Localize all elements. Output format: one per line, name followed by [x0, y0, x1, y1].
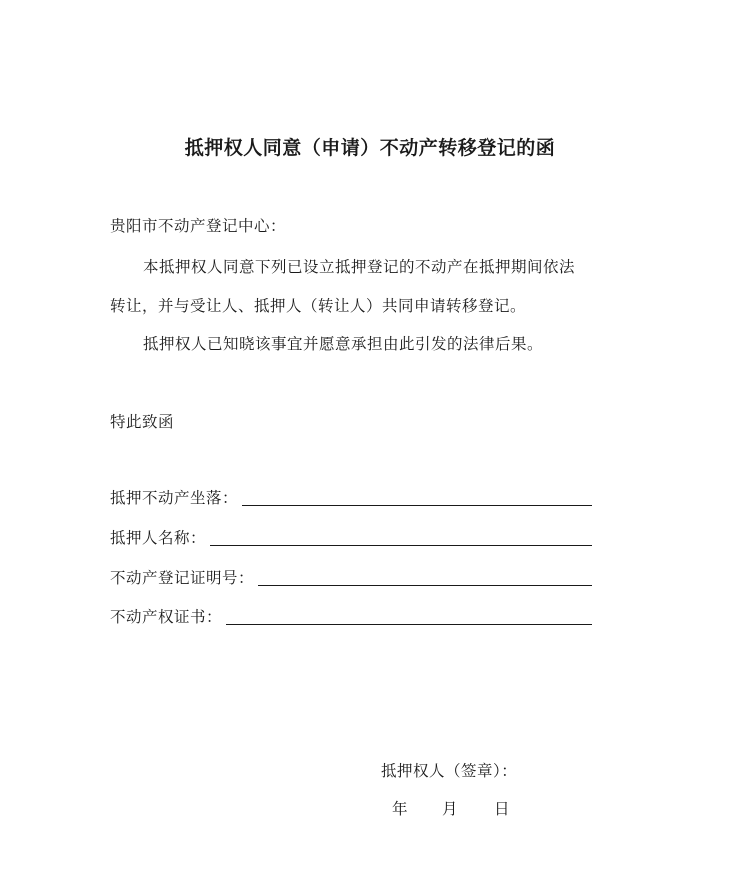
property-location-blank[interactable] — [242, 490, 592, 506]
signature-label: 抵押权人（签章）： — [381, 762, 518, 780]
date-year: 年 — [392, 800, 408, 818]
date-day: 日 — [494, 800, 510, 818]
closing-text: 特此致函 — [110, 413, 175, 431]
ownership-cert-label: 不动产权证书： — [110, 608, 223, 626]
registration-cert-label: 不动产登记证明号： — [110, 569, 255, 587]
document-title: 抵押权人同意（申请）不动产转移登记的函 — [184, 137, 556, 159]
date-month: 月 — [442, 800, 458, 818]
property-location-field[interactable] — [110, 486, 592, 508]
addressee: 贵阳市不动产登记中心： — [110, 217, 287, 235]
body-paragraph-2: 抵押权人已知晓该事宜并愿意承担由此引发的法律后果。 — [143, 335, 544, 353]
body-paragraph-1-line-2: 转让，并与受让人、抵押人（转让人）共同申请转移登记。 — [110, 297, 527, 315]
ownership-cert-blank[interactable] — [226, 609, 592, 625]
registration-cert-blank[interactable] — [258, 570, 592, 586]
ownership-cert-field[interactable] — [110, 605, 592, 627]
registration-cert-field[interactable] — [110, 566, 592, 588]
mortgagor-name-blank[interactable] — [210, 530, 592, 546]
mortgagor-name-field[interactable] — [110, 526, 592, 548]
body-paragraph-1-line-1: 本抵押权人同意下列已设立抵押登记的不动产在抵押期间依法 — [143, 258, 576, 276]
property-location-label: 抵押不动产坐落： — [110, 489, 239, 507]
mortgagor-name-label: 抵押人名称： — [110, 529, 207, 547]
